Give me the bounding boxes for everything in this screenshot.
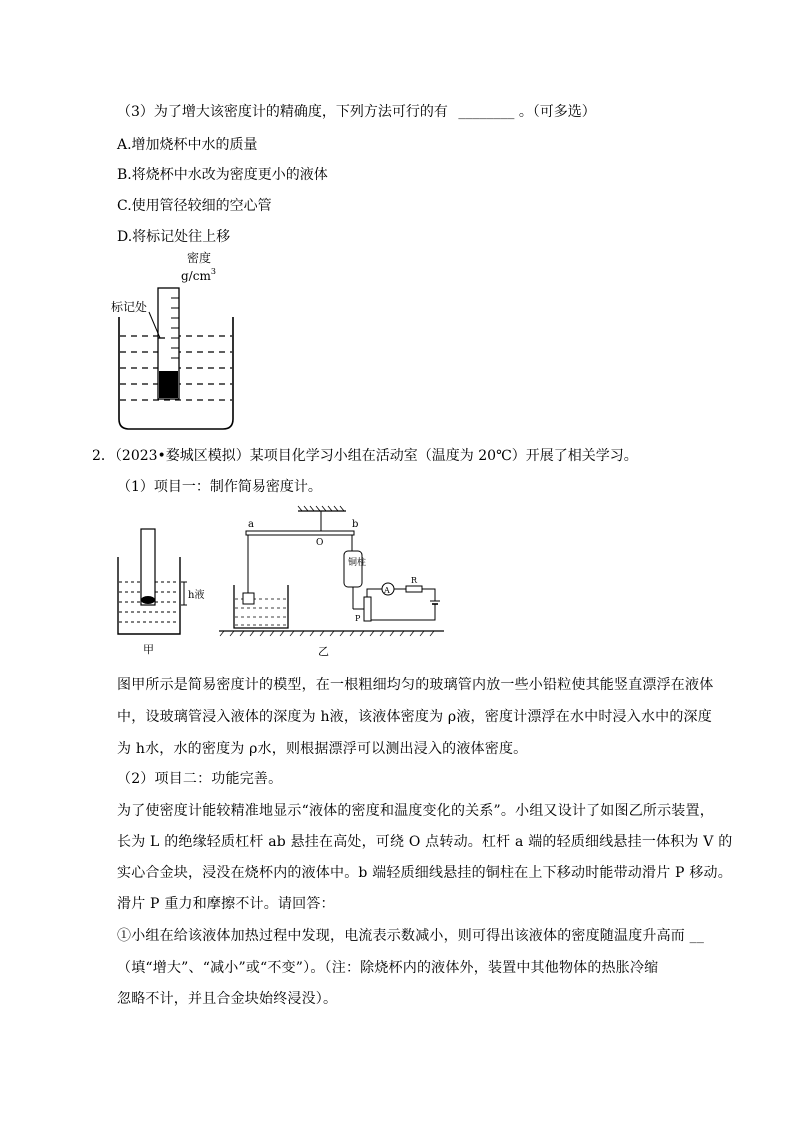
- option-b: B.将烧杯中水改为密度更小的液体: [117, 167, 328, 183]
- yi-rheostat: [364, 597, 371, 621]
- para2-line: 为了使密度计能较精准地显示“液体的密度和温度变化的关系”。小组又设计了如图乙所示装置，: [117, 803, 714, 819]
- jia-h-label: h液: [188, 590, 205, 601]
- q2-item1: （1）项目一：制作简易密度计。: [117, 479, 322, 495]
- yi-label-o: O: [316, 538, 324, 548]
- yi-resistor: [406, 586, 422, 592]
- sub1-line: （填“增大”、“减小”或“不变”）。（注：除烧杯内的液体外，装置中其他物体的热胀冷缩: [117, 960, 659, 976]
- q1-part3-tail: 。（可多选）: [518, 104, 596, 120]
- yi-copper-cylinder: [344, 551, 362, 587]
- yi-ammeter-label: A: [384, 586, 390, 595]
- option-a: A.增加烧杯中水的质量: [117, 137, 258, 153]
- unit-top-label: 密度: [187, 251, 212, 265]
- yi-lever: [246, 531, 354, 535]
- sub1-line: ①小组在给该液体加热过程中发现，电流表示数减小，则可得出该液体的密度随温度升高而 __: [117, 928, 705, 944]
- jia-tube: [141, 529, 155, 605]
- yi-caption: 乙: [318, 645, 329, 658]
- densitometer-figure: [105, 247, 245, 437]
- para1-line: 为 h水，水的密度为 ρ水，则根据漂浮可以测出浸入的液体密度。: [117, 741, 528, 757]
- para2-line: 长为 L 的绝缘轻质杠杆 ab 悬挂在高处，可绕 O 点转动。杠杆 a 端的轻质细线悬挂一体积为 V 的: [117, 834, 733, 850]
- yi-resistor-label: R: [411, 576, 418, 585]
- yi-alloy-block: [243, 593, 254, 604]
- para2-line: 滑片 P 重力和摩擦不计。请回答：: [117, 896, 335, 912]
- yi-label-p: P: [355, 614, 361, 623]
- q2-item2: （2）项目二：功能完善。: [117, 771, 283, 787]
- q1-part3-text: （3）为了增大该密度计的精确度，下列方法可行的有: [117, 104, 448, 120]
- q2-header-text: （2023•婺城区模拟）某项目化学习小组在活动室（温度为 20℃）开展了相关学习。: [114, 448, 638, 464]
- q2-header: [92, 445, 638, 465]
- unit-bottom-label: $g/cm^3$: [181, 267, 216, 283]
- para2-line: 实心合金块，浸没在烧杯内的液体中。b 端轻质细线悬挂的铜柱在上下移动时能带动滑片 P 移动。: [117, 865, 732, 881]
- yi-label-b: b: [352, 519, 359, 530]
- yi-beaker: [234, 585, 288, 628]
- q2-number: 2．: [92, 448, 115, 464]
- jia-caption: 甲: [143, 643, 154, 656]
- yi-label-a: a: [248, 519, 254, 530]
- para1-line: 图甲所示是简易密度计的模型，在一根粗细均匀的玻璃管内放一些小铅粒使其能竖直漂浮在液体: [117, 677, 714, 693]
- lead-pellets: [159, 371, 178, 398]
- option-d: D.将标记处往上移: [117, 229, 231, 245]
- q1-part3-stem: [117, 101, 596, 121]
- mark-label: 标记处: [111, 300, 148, 314]
- figure-yi: [216, 505, 456, 660]
- answer-blank: ________: [458, 104, 515, 120]
- para1-line: 中，设玻璃管浸入液体的深度为 h液，该液体密度为 ρ液，密度计漂浮在水中时浸入水中的深度: [117, 709, 712, 725]
- option-c: C.使用管径较细的空心管: [117, 198, 272, 214]
- jia-lead: [141, 596, 155, 604]
- yi-circuit: [367, 589, 382, 597]
- figure-jia: [112, 522, 212, 662]
- yi-copper-label: 铜柱: [348, 558, 367, 568]
- sub1-line: 忽略不计，并且合金块始终浸没）。: [117, 991, 338, 1007]
